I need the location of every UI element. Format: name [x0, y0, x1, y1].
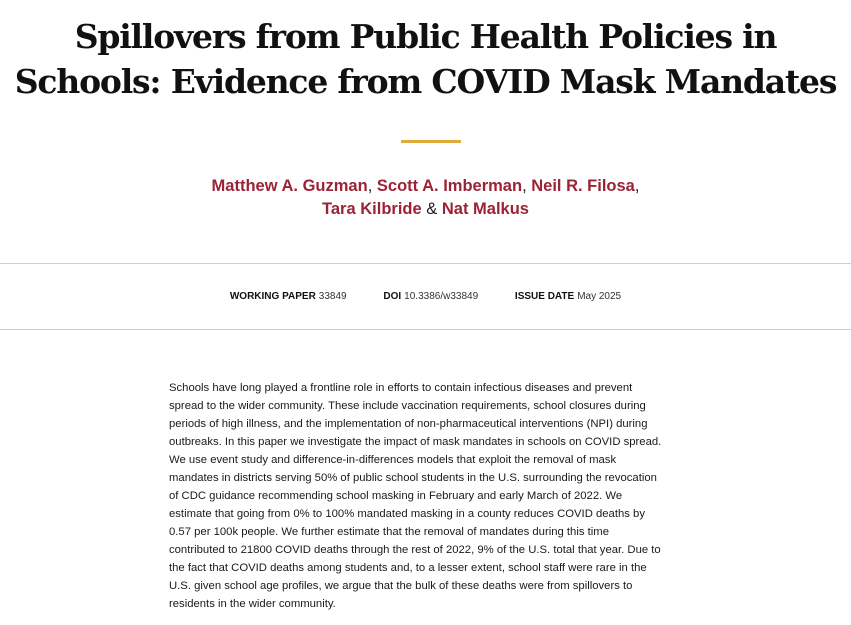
abstract-line: Schools have long played a frontline role in efforts to contain infectious diseases and prevent [169, 382, 633, 394]
abstract [169, 379, 699, 613]
accent-rule [401, 140, 461, 143]
abstract-line: U.S. given school age profiles, we argue that the bulk of these deaths were from spillovers to [169, 580, 633, 592]
abstract-line: 0.57 per 100k people. We further estimate that the removal of mandates during this time [169, 526, 609, 538]
abstract-line: contributed to 21800 COVID deaths through the rest of 2022, 9% of the U.S. total that year. Due to [169, 544, 661, 556]
author-line-2 [0, 198, 851, 221]
meta-doi [383, 290, 478, 304]
author-list [0, 175, 851, 221]
author-link-imberman[interactable]: Scott A. Imberman [376, 177, 523, 195]
paper-title-line-1: Spillovers from Public Health Policies in [74, 17, 777, 56]
meta-working-paper-label: WORKING PAPER [229, 291, 316, 302]
meta-issue-date-value: May 2025 [577, 291, 622, 302]
meta-working-paper-value: 33849 [318, 291, 347, 302]
author-separator: , [634, 177, 640, 195]
meta-doi-label: DOI [383, 291, 402, 302]
author-separator: , [522, 177, 527, 195]
author-link-kilbride[interactable]: Tara Kilbride [322, 200, 422, 218]
meta-doi-value[interactable]: 10.3386/w33849 [404, 291, 479, 302]
author-link-guzman[interactable]: Matthew A. Guzman [211, 177, 368, 195]
abstract-line: periods of high illness, and the implementation of non-pharmaceutical interventions (NPI) during [169, 418, 648, 430]
author-link-malkus[interactable]: Nat Malkus [441, 200, 529, 218]
abstract-line: estimate that going from 0% to 100% mandated masking in a county reduces COVID deaths by [169, 508, 645, 520]
abstract-line: of CDC guidance recommending school masking in February and early March of 2022. We [169, 490, 623, 502]
abstract-line: mandates in districts serving 50% of public school students in the U.S. surrounding the revocation [169, 472, 657, 484]
paper-title-line-2: Schools: Evidence from COVID Mask Mandates [14, 62, 837, 101]
meta-issue-date-label: ISSUE DATE [514, 291, 575, 302]
abstract-line: We use event study and difference-in-differences models that exploit the removal of mask [169, 454, 617, 466]
abstract-line: residents in the wider community. [169, 598, 336, 610]
abstract-line: spread to the wider community. These include vaccination requirements, school closures during [169, 400, 646, 412]
abstract-line: the fact that COVID deaths among students and, to a lesser extent, school staff were rare in the [169, 562, 647, 574]
meta-working-paper [230, 290, 347, 304]
author-ampersand: & [426, 200, 438, 218]
paper-title [0, 14, 851, 104]
abstract-line: outbreaks. In this paper we investigate the impact of mask mandates in schools on COVID spread. [169, 436, 662, 448]
author-separator: , [367, 177, 373, 195]
meta-divider-top [0, 263, 851, 264]
meta-issue-date [515, 290, 621, 304]
author-line-1 [0, 175, 851, 198]
author-link-filosa[interactable]: Neil R. Filosa [531, 177, 635, 195]
meta-divider-bottom [0, 329, 851, 330]
paper-meta [0, 290, 851, 304]
